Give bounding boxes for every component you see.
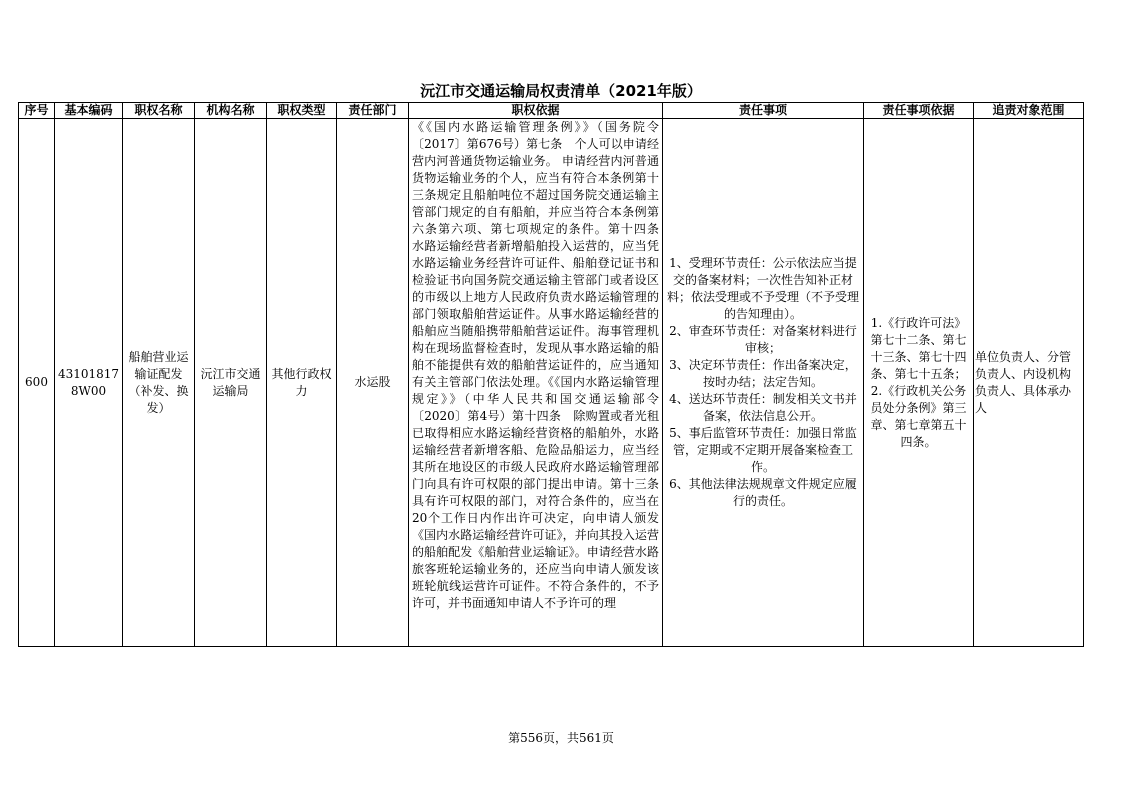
resp-item: 1、受理环节责任：公示依法应当提交的备案材料；一次性告知补正材料；依法受理或不予受理（不予受理的告知理由）。 [667, 256, 860, 321]
cell-resp [663, 119, 864, 647]
cell-dept: 水运股 [337, 119, 409, 647]
resp-item: 3、决定环节责任：作出备案决定，按时办结；法定告知。 [669, 358, 857, 389]
authority-table [18, 102, 1084, 647]
header-org: 机构名称 [195, 103, 267, 119]
header-code: 基本编码 [55, 103, 123, 119]
header-resp-basis: 责任事项依据 [864, 103, 974, 119]
header-name: 职权名称 [123, 103, 195, 119]
table-header-row [19, 103, 1084, 119]
resp-item: 2、审查环节责任：对备案材料进行审核； [669, 324, 857, 355]
table-row [19, 119, 1084, 647]
cell-org: 沅江市交通运输局 [195, 119, 267, 647]
header-type: 职权类型 [267, 103, 337, 119]
cell-name: 船舶营业运输证配发（补发、换发） [123, 119, 195, 647]
resp-item: 4、送达环节责任：制发相关文书并备案，依法信息公开。 [669, 392, 857, 423]
cell-type: 其他行政权力 [267, 119, 337, 647]
cell-seq: 600 [19, 119, 55, 647]
resp-item: 6、其他法律法规规章文件规定应履行的责任。 [669, 477, 857, 508]
header-scope: 追责对象范围 [974, 103, 1084, 119]
header-resp: 责任事项 [663, 103, 864, 119]
header-seq: 序号 [19, 103, 55, 119]
cell-code: 431018178W00 [55, 119, 123, 647]
cell-scope: 单位负责人、分管负责人、内设机构负责人、具体承办人 [974, 119, 1084, 647]
resp-item: 5、事后监管环节责任：加强日常监管，定期或不定期开展备案检查工作。 [669, 426, 857, 474]
header-dept: 责任部门 [337, 103, 409, 119]
page-number: 第556页，共561页 [508, 731, 614, 745]
header-basis: 职权依据 [409, 103, 663, 119]
page-title: 沅江市交通运输局权责清单（2021年版） [420, 82, 702, 100]
cell-basis: 《《国内水路运输管理条例》》（国务院令〔2017〕第676号）第七条 个人可以申请经营内河普通货物运输业务。 申请经营内河普通货物运输业务的个人，应当有符合本条例第十三条规定且船舶吨位不超过国务院交通运输主管部门规定的自有船舶，并应当符合本条例第六条第六项、第七项规定的条件。第十四条 水路运输经营者新增船舶投入运营的，应当凭水路运输业务经营许可证件、船舶登记证书和检验证书向国务院交通运输主管部门或者设区的市级以上地方人民政府负责水路运输管理的部门领取船舶营运证件。从事水路运输经营的船舶应当随船携带船舶营运证件。海事管理机构在现场监督检查时，发现从事水路运输的船舶不能提供有效的船舶营运证件的，应当通知有关主管部门依法处理。《《国内水路运输管理规定》》（中华人民共和国交通运输部令〔2020〕第4号）第十四条 除购置或者光租已取得相应水路运输经营资格的船舶外，水路运输经营者新增客船、危险品船运力，应当经其所在地设区的市级人民政府水路运输管理部门向具有许可权限的部门提出申请。第十三条 具有许可权限的部门，对符合条件的，应当在20个工作日内作出许可决定，向申请人颁发《国内水路运输经营许可证》，并向其投入运营的船舶配发《船舶营业运输证》。申请经营水路旅客班轮运输业务的，还应当向申请人颁发该班轮航线运营许可证件。不符合条件的，不予许可，并书面通知申请人不予许可的理 [409, 119, 663, 647]
cell-resp-basis: 1.《行政许可法》第七十二条、第七十三条、第七十四条、第七十五条；2.《行政机关公务员处分条例》第三章、第七章第五十四条。 [864, 119, 974, 647]
